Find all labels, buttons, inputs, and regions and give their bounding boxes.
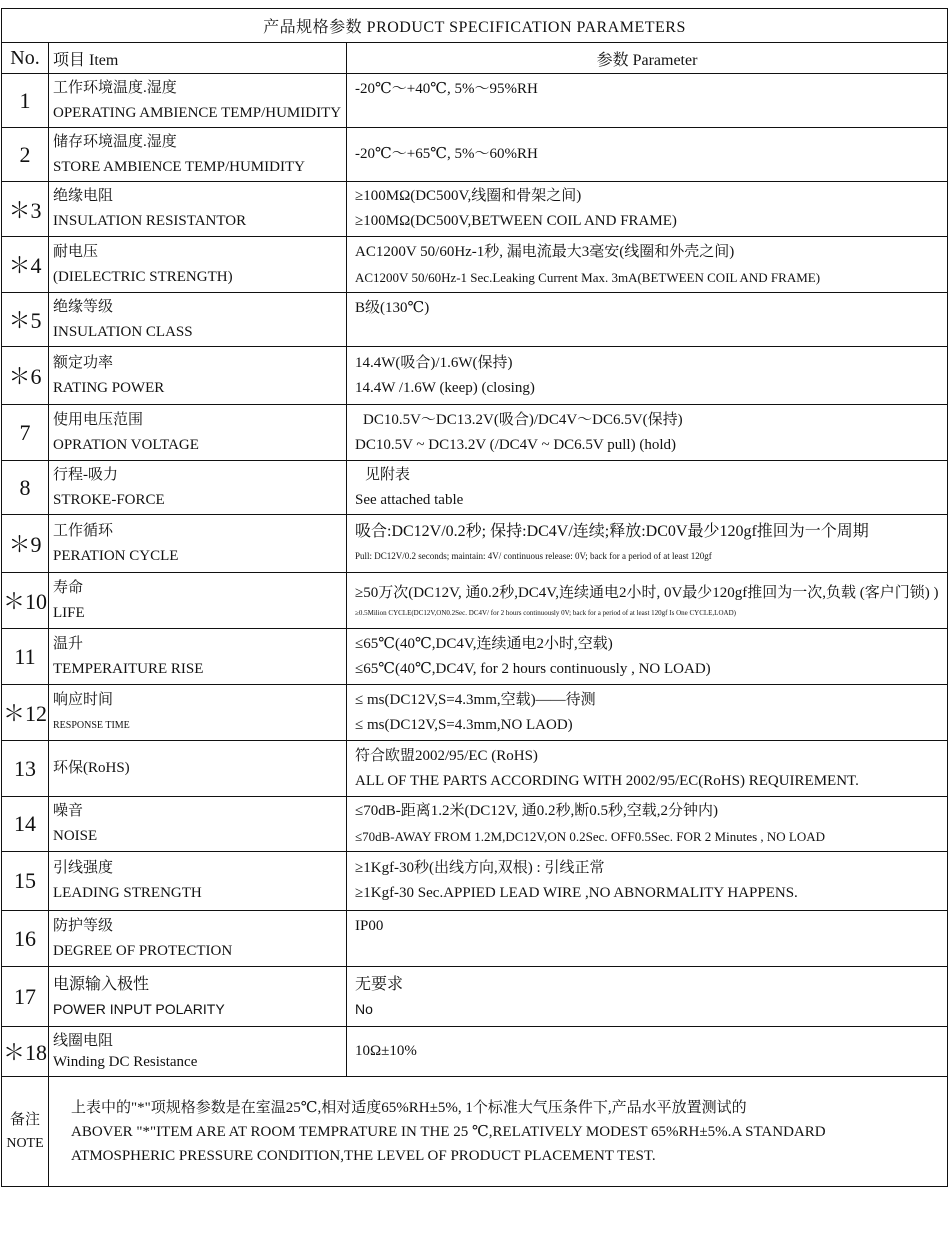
note-line-3: ATMOSPHERIC PRESSURE CONDITION,THE LEVEL OF PRODUCT PLACEMENT TEST.	[71, 1147, 656, 1164]
item-cn: 寿命	[53, 579, 84, 596]
item-cn: 绝缘电阻	[53, 188, 114, 204]
item-en: (DIELECTRIC STRENGTH)	[53, 268, 233, 285]
param-line-1: ≥100MΩ(DC500V,线圈和骨架之间)	[355, 188, 582, 204]
item-cn: 防护等级	[53, 917, 114, 934]
table-row	[2, 629, 948, 685]
param-line-2: ≥0.5Milion CYCLE(DC12V,ON0.2Sec. DC4V/ for 2 hours continuously 0V; back for a period of at least 120gf Is One CYCLE,LOAD)	[355, 609, 736, 617]
param-line-1: 14.4W(吸合)/1.6W(保持)	[355, 354, 513, 371]
row-item	[49, 237, 347, 293]
param-line-1: ≤65℃(40℃,DC4V,连续通电2小时,空载)	[355, 635, 613, 652]
item-en: STORE AMBIENCE TEMP/HUMIDITY	[53, 158, 305, 175]
table-row	[2, 797, 948, 852]
row-parameter	[347, 182, 948, 237]
row-parameter	[347, 1027, 948, 1077]
item-cn: 绝缘等级	[53, 298, 114, 315]
item-cn: 工作循环	[53, 522, 114, 539]
item-cn: 引线强度	[53, 860, 114, 876]
table-row	[2, 573, 948, 629]
row-item	[49, 461, 347, 515]
row-no: 1	[2, 74, 49, 128]
item-en: STROKE-FORCE	[53, 491, 165, 508]
row-no: ＊18	[2, 1027, 49, 1077]
param-line-1: B级(130℃)	[355, 300, 430, 316]
param-line-1: 无要求	[355, 975, 404, 993]
table-row	[2, 237, 948, 293]
param-line-1: 吸合:DC12V/0.2秒; 保持:DC4V/连续;释放:DC0V最少120gf推回为一个周期	[355, 522, 869, 540]
row-parameter	[347, 405, 948, 461]
note-line-1: 上表中的"*"项规格参数是在室温25℃,相对适度65%RH±5%, 1个标准大气压条件下,产品水平放置测试的	[71, 1099, 747, 1116]
header-parameter: 参数 Parameter	[347, 43, 948, 74]
row-parameter	[347, 967, 948, 1027]
table-row	[2, 461, 948, 515]
param-line-1: ≤ ms(DC12V,S=4.3mm,空载)——待测	[355, 691, 596, 708]
row-item	[49, 741, 347, 797]
row-no: 2	[2, 128, 49, 182]
row-item	[49, 1027, 347, 1077]
item-cn: 工作环境温度.湿度	[53, 79, 177, 96]
item-cn: 线圈电阻	[53, 1032, 114, 1049]
item-en: OPRATION VOLTAGE	[53, 436, 199, 453]
param-line-2: No	[355, 1000, 373, 1017]
row-parameter	[347, 128, 948, 182]
item-en: POWER INPUT POLARITY	[53, 1000, 225, 1017]
header-no: No.	[2, 43, 49, 74]
row-item	[49, 797, 347, 852]
row-parameter	[347, 797, 948, 852]
param-line-1: ≥1Kgf-30秒(出线方向,双根) : 引线正常	[355, 860, 605, 876]
param-line-1: 见附表	[365, 466, 411, 483]
note-line-2: ABOVER "*"ITEM ARE AT ROOM TEMPRATURE IN THE 25 ℃,RELATIVELY MODEST 65%RH±5%.A STANDARD	[71, 1123, 826, 1140]
row-item	[49, 128, 347, 182]
table-row	[2, 128, 948, 182]
item-en: LEADING STRENGTH	[53, 885, 202, 901]
param-line-2: ≤65℃(40℃,DC4V, for 2 hours continuously , NO LOAD)	[355, 660, 711, 677]
row-no: 11	[2, 629, 49, 685]
param-line-1: -20℃～+40℃, 5%～95%RH	[355, 81, 538, 97]
row-no: ＊3	[2, 182, 49, 237]
param-line-2: 14.4W /1.6W (keep) (closing)	[355, 379, 535, 396]
item-cn: 噪音	[53, 803, 84, 819]
row-no: 8	[2, 461, 49, 515]
row-item	[49, 685, 347, 741]
row-parameter	[347, 629, 948, 685]
item-en: PERATION CYCLE	[53, 547, 179, 564]
table-row	[2, 74, 948, 128]
param-line-2: DC10.5V ~ DC13.2V (/DC4V ~ DC6.5V pull) (hold)	[355, 436, 676, 453]
param-line-1: IP00	[355, 918, 384, 934]
param-line-1: DC10.5V～DC13.2V(吸合)/DC4V～DC6.5V(保持)	[363, 411, 683, 428]
row-no: ＊9	[2, 515, 49, 573]
table-row	[2, 685, 948, 741]
table-row	[2, 911, 948, 967]
param-line-2: See attached table	[355, 491, 464, 508]
item-en: RESPONSE TIME	[53, 719, 130, 731]
row-no: 15	[2, 852, 49, 911]
item-en: NOISE	[53, 828, 98, 844]
row-parameter	[347, 237, 948, 293]
item-cn: 使用电压范围	[53, 411, 144, 428]
row-item	[49, 515, 347, 573]
row-no: ＊6	[2, 347, 49, 405]
param-line-2: AC1200V 50/60Hz-1 Sec.Leaking Current Max. 3mA(BETWEEN COIL AND FRAME)	[355, 269, 821, 285]
row-item	[49, 347, 347, 405]
table-row	[2, 347, 948, 405]
row-item	[49, 629, 347, 685]
row-item	[49, 74, 347, 128]
row-no: 13	[2, 741, 49, 797]
row-parameter	[347, 852, 948, 911]
row-item	[49, 293, 347, 347]
row-no: 7	[2, 405, 49, 461]
table-row	[2, 405, 948, 461]
row-parameter	[347, 741, 948, 797]
row-item	[49, 967, 347, 1027]
header-row	[2, 43, 948, 74]
table-row	[2, 967, 948, 1027]
row-no: ＊4	[2, 237, 49, 293]
item-cn: 耐电压	[53, 243, 99, 260]
param-line-1: AC1200V 50/60Hz-1秒, 漏电流最大3毫安(线圈和外壳之间)	[355, 243, 735, 260]
specification-table	[1, 8, 948, 1187]
note-label	[2, 1077, 49, 1187]
param-line-1: -20℃～+65℃, 5%～60%RH	[355, 146, 538, 162]
row-parameter	[347, 74, 948, 128]
item-en: DEGREE OF PROTECTION	[53, 942, 233, 959]
row-item	[49, 911, 347, 967]
item-en: OPERATING AMBIENCE TEMP/HUMIDITY	[53, 104, 342, 121]
row-no: 16	[2, 911, 49, 967]
param-line-1: 10Ω±10%	[355, 1043, 417, 1059]
table-row	[2, 182, 948, 237]
item-cn: 环保(RoHS)	[53, 760, 130, 776]
item-cn: 额定功率	[53, 354, 114, 371]
item-cn: 温升	[53, 635, 84, 652]
row-parameter	[347, 347, 948, 405]
header-item: 项目 Item	[49, 43, 347, 74]
param-line-2: ≥100MΩ(DC500V,BETWEEN COIL AND FRAME)	[355, 213, 677, 229]
table-title: 产品规格参数 PRODUCT SPECIFICATION PARAMETERS	[2, 9, 948, 43]
item-en: LIFE	[53, 604, 85, 621]
row-parameter	[347, 911, 948, 967]
row-no: 14	[2, 797, 49, 852]
note-label-en: NOTE	[6, 1135, 44, 1151]
row-item	[49, 852, 347, 911]
note-label-cn: 备注	[9, 1111, 40, 1128]
row-no: ＊12	[2, 685, 49, 741]
table-row	[2, 515, 948, 573]
table-row	[2, 852, 948, 911]
title-row	[2, 9, 948, 43]
item-cn: 电源输入极性	[53, 975, 150, 993]
row-parameter	[347, 461, 948, 515]
param-line-2: ALL OF THE PARTS ACCORDING WITH 2002/95/EC(RoHS) REQUIREMENT.	[355, 772, 859, 789]
row-item	[49, 182, 347, 237]
row-parameter	[347, 515, 948, 573]
row-no: ＊10	[2, 573, 49, 629]
item-en: RATING POWER	[53, 379, 165, 396]
row-parameter	[347, 573, 948, 629]
row-item	[49, 405, 347, 461]
param-line-1: ≥50万次(DC12V, 通0.2秒,DC4V,连续通电2小时, 0V最少120gf推回为一次,负载 (客户门锁) )	[355, 585, 939, 601]
note-text	[49, 1077, 948, 1187]
item-cn: 响应时间	[53, 691, 114, 708]
row-parameter	[347, 293, 948, 347]
item-en: TEMPERAITURE RISE	[53, 660, 204, 677]
row-item	[49, 573, 347, 629]
item-en: INSULATION CLASS	[53, 323, 193, 340]
param-line-2: Pull: DC12V/0.2 seconds; maintain: 4V/ continuous release: 0V; back for a period of at least 120gf	[355, 550, 712, 561]
row-parameter	[347, 685, 948, 741]
item-en: INSULATION RESISTANTOR	[53, 213, 247, 229]
item-cn: 行程-吸力	[53, 466, 118, 483]
note-row	[2, 1077, 948, 1187]
table-row	[2, 1027, 948, 1077]
row-no: 17	[2, 967, 49, 1027]
table-row	[2, 741, 948, 797]
param-line-1: ≤70dB-距离1.2米(DC12V, 通0.2秒,断0.5秒,空载,2分钟内)	[355, 803, 718, 819]
row-no: ＊5	[2, 293, 49, 347]
param-line-2: ≤ ms(DC12V,S=4.3mm,NO LAOD)	[355, 716, 573, 733]
item-en: Winding DC Resistance	[53, 1053, 198, 1070]
param-line-2: ≤70dB-AWAY FROM 1.2M,DC12V,ON 0.2Sec. OFF0.5Sec. FOR 2 Minutes , NO LOAD	[355, 829, 826, 844]
table-row	[2, 293, 948, 347]
item-cn: 储存环境温度.湿度	[53, 133, 177, 150]
param-line-1: 符合欧盟2002/95/EC (RoHS)	[355, 747, 538, 764]
param-line-2: ≥1Kgf-30 Sec.APPIED LEAD WIRE ,NO ABNORMALITY HAPPENS.	[355, 885, 798, 901]
